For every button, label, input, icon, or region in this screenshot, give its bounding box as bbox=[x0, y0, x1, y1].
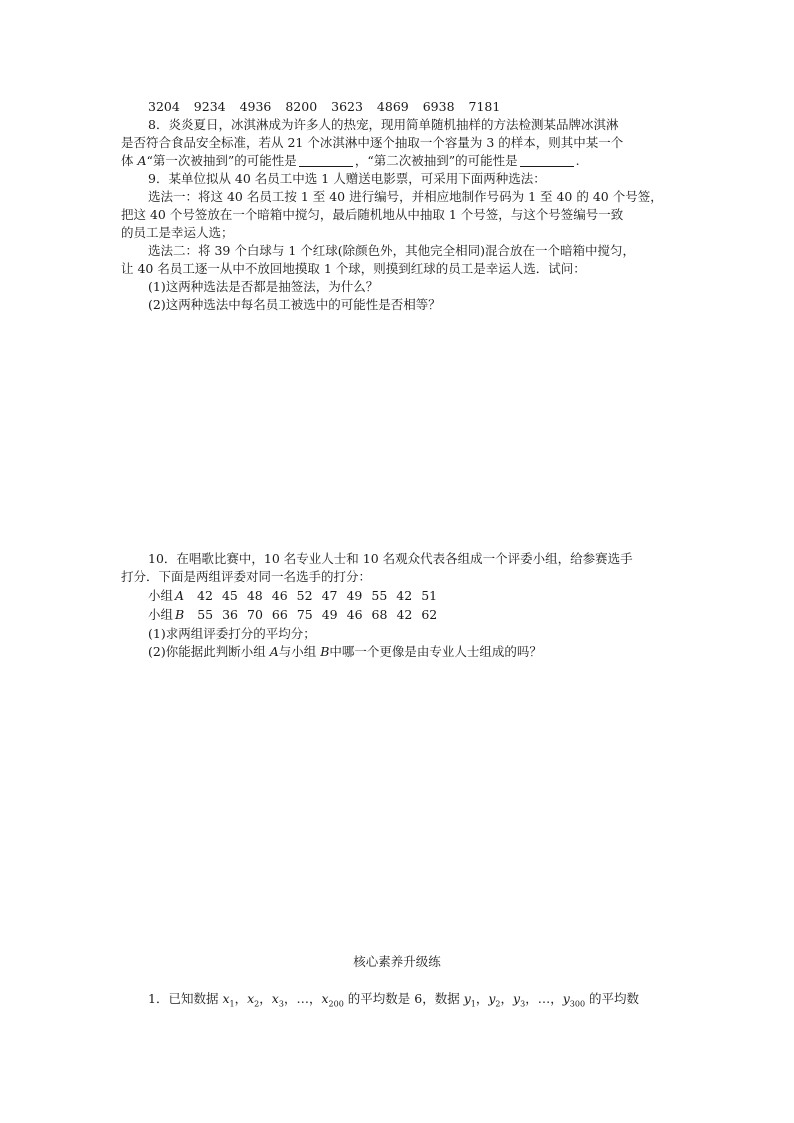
q8-var-a: A bbox=[137, 153, 147, 168]
group-a-scores-row bbox=[148, 587, 446, 604]
var-x1: x bbox=[222, 991, 230, 1006]
var-x3-sub: 3 bbox=[278, 999, 284, 1009]
q8-text-end: . bbox=[575, 153, 580, 168]
q1-text-c: 的平均数 bbox=[585, 991, 640, 1006]
q1-text-b: 的平均数是 6，数据 bbox=[343, 991, 464, 1006]
ellipsis-2: … bbox=[537, 991, 551, 1006]
group-b-score: 70 bbox=[247, 607, 263, 622]
group-b-score: 36 bbox=[222, 607, 239, 622]
answer-blank-2 bbox=[520, 154, 574, 167]
core-question-1: 1．已知数据 $x_1$，$x_2$，$x_3$，…，$x_{200}$ 的平均数是 6，数据 $y_1$，$y_2$，$y_3$，…，$y_{300}$ 的平均数 bbox=[148, 991, 640, 1009]
random-number-row: 3204 9234 4936 8200 3623 4869 6938 7181 bbox=[148, 99, 501, 114]
var-x2-sub: 2 bbox=[254, 999, 260, 1009]
section-title: 核心素养升级练 bbox=[353, 954, 441, 969]
group-a-var: A bbox=[175, 588, 185, 603]
question-9-sub-2: (2)这两种选法中每名员工被选中的可能性是否相等？ bbox=[148, 297, 441, 312]
var-y300: y bbox=[562, 991, 570, 1006]
var-y2: y bbox=[488, 991, 496, 1006]
group-a-score: 45 bbox=[221, 588, 238, 603]
group-a-score: 52 bbox=[296, 588, 313, 603]
q10-sub2-text-c: 中哪一个更像是由专业人士组成的吗？ bbox=[329, 644, 542, 659]
group-a-score: 42 bbox=[396, 588, 413, 603]
q10-sub2-var-b: B bbox=[320, 644, 330, 659]
var-x3: x bbox=[271, 991, 279, 1006]
q8-text-b: “第一次被抽到”的可能性是 bbox=[146, 153, 297, 168]
question-10-sub-2 bbox=[148, 643, 542, 660]
question-10-line-1: 10．在唱歌比赛中，10 名专业人士和 10 名观众代表各组成一个评委小组，给参赛选手 bbox=[148, 551, 633, 566]
question-9-line-3: 把这 40 个号签放在一个暗箱中搅匀，最后随机地从中抽取 1 个号签，与这个号签编号一致 bbox=[121, 207, 624, 222]
var-x1-sub: 1 bbox=[229, 999, 235, 1009]
q1-text-a: 1．已知数据 bbox=[148, 991, 223, 1006]
question-10-sub-1: (1)求两组评委打分的平均分； bbox=[148, 626, 316, 641]
group-a-score: 49 bbox=[346, 588, 363, 603]
group-b-scores-row bbox=[148, 606, 446, 623]
group-b-score: 62 bbox=[421, 607, 438, 622]
group-b-score: 68 bbox=[371, 607, 388, 622]
question-9-line-6: 让 40 名员工逐一从中不放回地摸取 1 个球，则摸到红球的员工是幸运人选．试问： bbox=[121, 261, 586, 276]
var-y300-sub: 300 bbox=[569, 999, 586, 1009]
group-b-score: 49 bbox=[321, 607, 338, 622]
question-10-line-2: 打分．下面是两组评委对同一名选手的打分： bbox=[121, 569, 372, 584]
ellipsis-1: … bbox=[296, 991, 309, 1006]
group-b-score: 55 bbox=[197, 607, 214, 622]
question-9-line-4: 的员工是幸运人选； bbox=[121, 225, 234, 240]
var-x200: x bbox=[321, 991, 329, 1006]
group-a-score: 47 bbox=[321, 588, 338, 603]
var-y1-sub: 1 bbox=[470, 999, 476, 1009]
var-y3: y bbox=[513, 991, 521, 1006]
q8-text-a: 体 bbox=[121, 153, 138, 168]
q10-sub2-text-a: (2)你能据此判断小组 bbox=[148, 644, 270, 659]
var-x2: x bbox=[247, 991, 255, 1006]
group-b-score: 46 bbox=[346, 607, 363, 622]
question-9-line-2: 选法一：将这 40 名员工按 1 至 40 进行编号，并相应地制作号码为 1 至 40 的 40 个号签， bbox=[148, 189, 663, 204]
group-a-label: 小组 bbox=[148, 588, 174, 603]
question-8-line-3 bbox=[121, 152, 580, 169]
question-8-line-1: 8．炎炎夏日，冰淇淋成为许多人的热宠，现用简单随机抽样的方法检测某品牌冰淇淋 bbox=[148, 117, 619, 132]
q8-text-c: ，“第二次被抽到”的可能性是 bbox=[354, 153, 518, 168]
question-8-line-2: 是否符合食品安全标准，若从 21 个冰淇淋中逐个抽取一个容量为 3 的样本，则其中某一个 bbox=[121, 135, 624, 150]
question-9-line-1: 9．某单位拟从 40 名员工中选 1 人赠送电影票，可采用下面两种选法： bbox=[148, 171, 546, 186]
group-b-score: 42 bbox=[396, 607, 413, 622]
group-b-label: 小组 bbox=[148, 607, 174, 622]
group-a-score: 55 bbox=[371, 588, 388, 603]
q10-sub2-text-b: 与小组 bbox=[278, 644, 321, 659]
q10-sub2-var-a: A bbox=[269, 644, 279, 659]
group-a-score: 48 bbox=[246, 588, 263, 603]
group-a-score: 42 bbox=[197, 588, 213, 603]
group-a-score: 51 bbox=[421, 588, 438, 603]
var-y1: y bbox=[463, 991, 471, 1006]
answer-blank-1 bbox=[299, 154, 353, 167]
var-y2-sub: 2 bbox=[495, 999, 501, 1009]
group-a-score: 46 bbox=[271, 588, 288, 603]
var-y3-sub: 3 bbox=[520, 999, 526, 1009]
question-9-sub-1: (1)这两种选法是否都是抽签法，为什么？ bbox=[148, 279, 379, 294]
var-x200-sub: 200 bbox=[328, 999, 344, 1009]
group-b-var: B bbox=[175, 607, 185, 622]
question-9-line-5: 选法二：将 39 个白球与 1 个红球(除颜色外，其他完全相同)混合放在一个暗箱中搅匀， bbox=[148, 243, 636, 258]
group-b-score: 75 bbox=[296, 607, 313, 622]
group-b-score: 66 bbox=[271, 607, 288, 622]
